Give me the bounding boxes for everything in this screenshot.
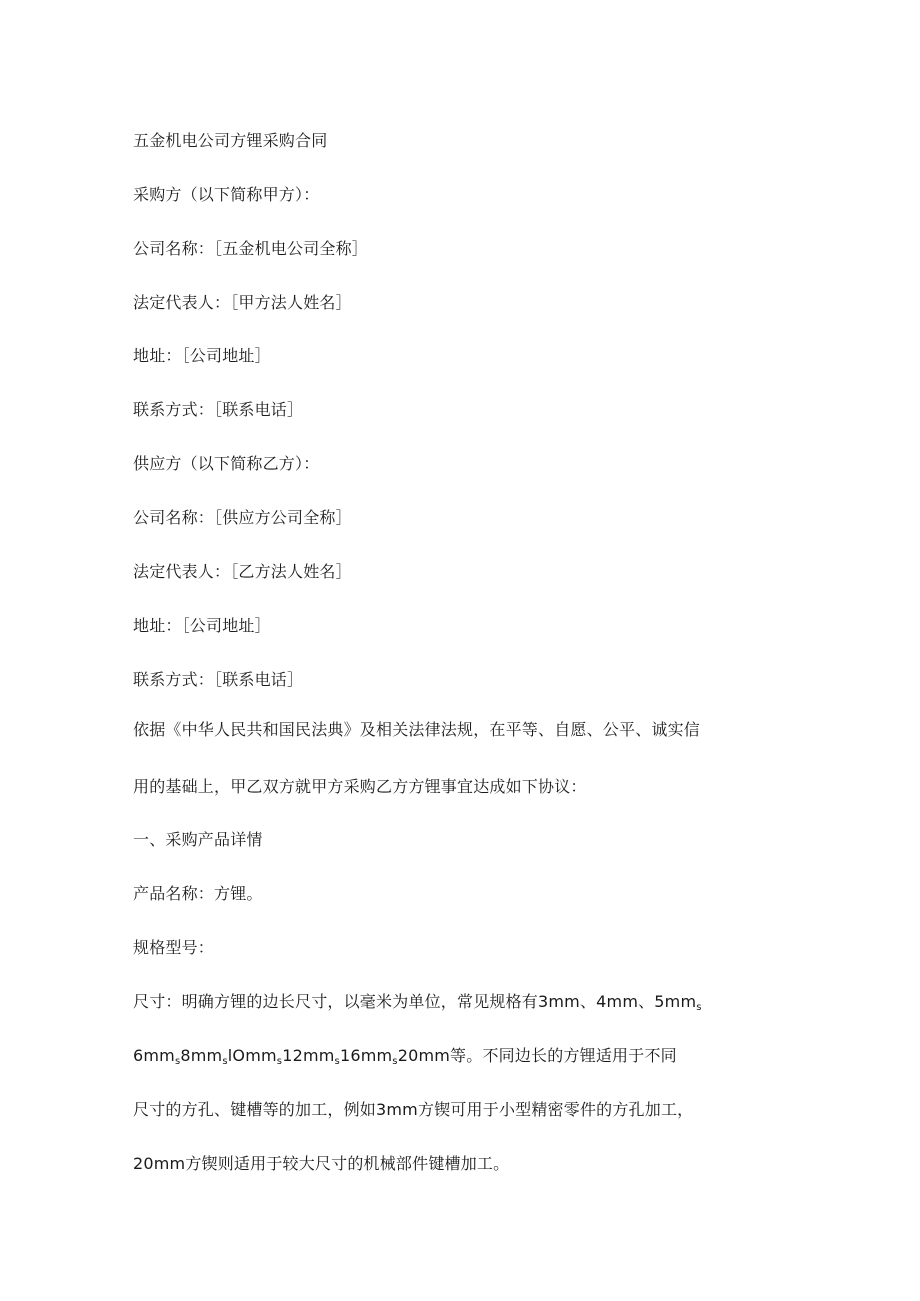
size-seg: 8mm [180,1046,223,1065]
size-seg: 6mm [133,1046,175,1065]
subscript-mark: s [222,1056,228,1067]
subscript-mark: s [174,1056,181,1067]
buyer-representative: 法定代表人：［甲方法人姓名］ [133,293,352,312]
subscript-mark: s [276,1056,283,1067]
supplier-heading: 供应方（以下简称乙方）： [133,454,320,473]
supplier-contact: 联系方式：［联系电话］ [133,670,304,689]
buyer-heading: 采购方（以下简称甲方）： [133,185,320,204]
size-line-2 [133,1045,677,1073]
section-1-heading: 一、采购产品详情 [133,830,263,849]
preamble-line-1: 依据《中华人民共和国民法典》及相关法律法规，在平等、自愿、公平、诚实信 [133,720,701,739]
subscript-mark: s [696,1002,702,1013]
size-seg: lOmm [227,1046,277,1065]
product-name: 产品名称：方锂。 [133,884,263,903]
spec-heading: 规格型号： [133,938,215,957]
size-line-1 [133,991,702,1019]
size-line-4: 20mm方锲则适用于较大尺寸的机械部件键槽加工。 [133,1154,510,1173]
size-seg: 20mm等。不同边长的方锂适用于不同 [397,1046,677,1065]
size-seg: 16mm [339,1046,393,1065]
buyer-contact: 联系方式：［联系电话］ [133,400,304,419]
supplier-representative: 法定代表人：［乙方法人姓名］ [133,562,352,581]
document-title: 五金机电公司方锂采购合同 [133,131,328,150]
subscript-mark: s [334,1056,340,1067]
buyer-address: 地址：［公司地址］ [133,346,271,365]
size-line-1-text: 尺寸：明确方锂的边长尺寸，以毫米为单位，常见规格有3mm、4mm、5mm [133,992,697,1011]
size-seg: 12mm [282,1046,335,1065]
supplier-company: 公司名称：［供应方公司全称］ [133,508,352,527]
buyer-company: 公司名称：［五金机电公司全称］ [133,239,369,258]
supplier-address: 地址：［公司地址］ [133,616,271,635]
size-line-3: 尺寸的方孔、键槽等的加工，例如3mm方锲可用于小型精密零件的方孔加工， [133,1100,694,1119]
preamble-line-2: 用的基础上，甲乙双方就甲方采购乙方方锂事宜达成如下协议： [133,777,587,796]
subscript-mark: s [392,1056,398,1067]
